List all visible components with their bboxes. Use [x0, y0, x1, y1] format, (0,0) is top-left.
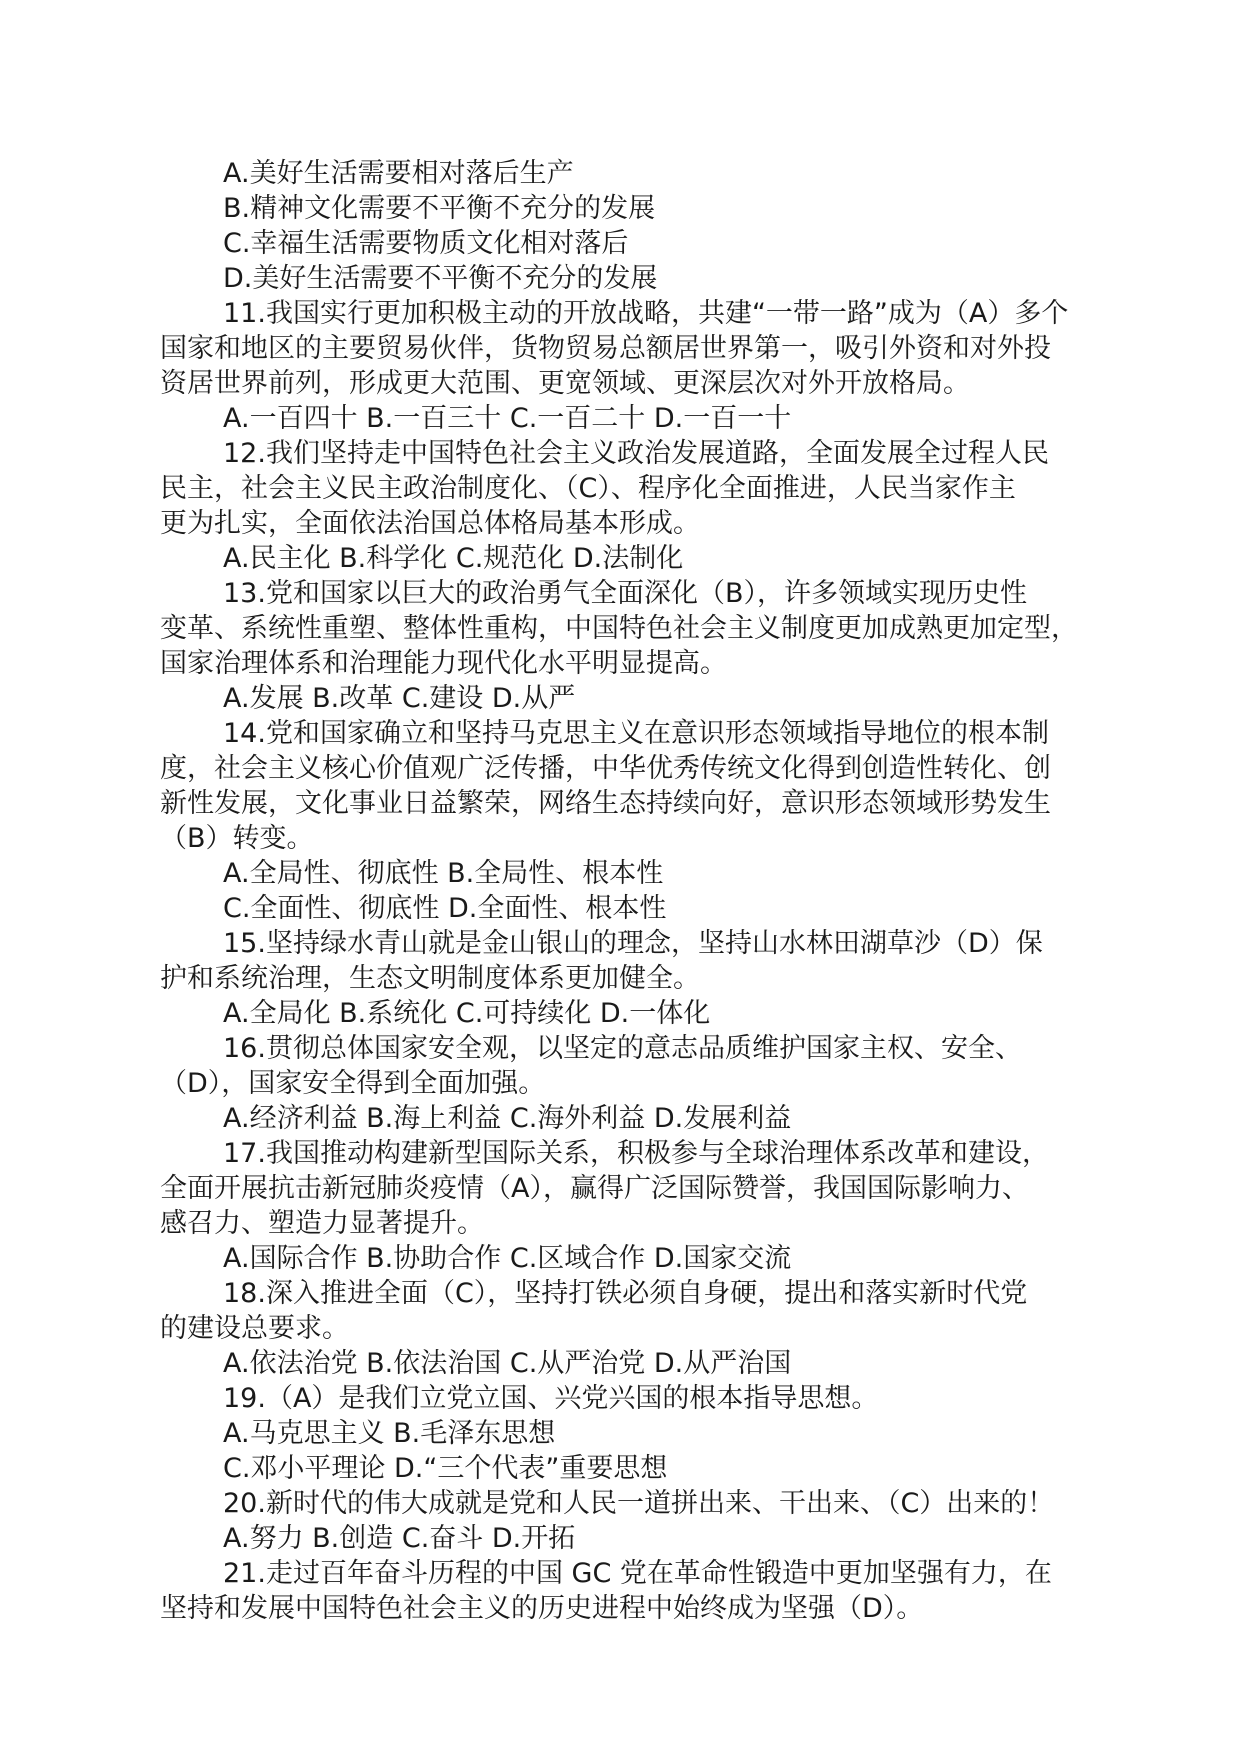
text-line: A.民主化 B.科学化 C.规范化 D.法制化 [223, 543, 684, 574]
text-line: （D），国家安全得到全面加强。 [160, 1068, 546, 1099]
text-line: 17.我国推动构建新型国际关系，积极参与全球治理体系改革和建设， [223, 1138, 1049, 1169]
text-line: 12.我们坚持走中国特色社会主义政治发展道路，全面发展全过程人民 [223, 438, 1049, 469]
text-line: 11.我国实行更加积极主动的开放战略，共建“一带一路”成为（A）多个 [223, 298, 1069, 329]
text-line: 国家和地区的主要贸易伙伴，货物贸易总额居世界第一，吸引外资和对外投 [160, 333, 1051, 364]
text-line: （B）转变。 [160, 823, 314, 854]
text-line: 19.（A）是我们立党立国、兴党兴国的根本指导思想。 [223, 1383, 879, 1414]
text-line: B.精神文化需要不平衡不充分的发展 [223, 193, 656, 224]
text-line: C.邓小平理论 D.“三个代表”重要思想 [223, 1453, 668, 1484]
text-line: 15.坚持绿水青山就是金山银山的理念，坚持山水林田湖草沙（D）保 [223, 928, 1043, 959]
text-line: 资居世界前列，形成更大范围、更宽领域、更深层次对外开放格局。 [160, 368, 970, 399]
text-line: A.一百四十 B.一百三十 C.一百二十 D.一百一十 [223, 403, 792, 434]
text-line: 全面开展抗击新冠肺炎疫情（A），赢得广泛国际赞誉，我国国际影响力、 [160, 1173, 1029, 1204]
text-line: 更为扎实，全面依法治国总体格局基本形成。 [160, 508, 700, 539]
text-line: C.幸福生活需要物质文化相对落后 [223, 228, 629, 259]
text-line: A.全局化 B.系统化 C.可持续化 D.一体化 [223, 998, 711, 1029]
text-line: D.美好生活需要不平衡不充分的发展 [223, 263, 658, 294]
text-line: 18.深入推进全面（C），坚持打铁必须自身硬，提出和落实新时代党 [223, 1278, 1028, 1309]
text-line: A.努力 B.创造 C.奋斗 D.开拓 [223, 1523, 576, 1554]
text-line: 14.党和国家确立和坚持马克思主义在意识形态领域指导地位的根本制 [223, 718, 1049, 749]
text-line: A.美好生活需要相对落后生产 [223, 158, 574, 189]
text-line: A.经济利益 B.海上利益 C.海外利益 D.发展利益 [223, 1103, 792, 1134]
text-line: 度，社会主义核心价值观广泛传播，中华优秀传统文化得到创造性转化、创 [160, 753, 1051, 784]
text-line: 国家治理体系和治理能力现代化水平明显提高。 [160, 648, 727, 679]
text-line: 坚持和发展中国特色社会主义的历史进程中始终成为坚强（D）。 [160, 1593, 924, 1624]
text-line: 的建设总要求。 [160, 1313, 349, 1344]
text-line: 16.贯彻总体国家安全观，以坚定的意志品质维护国家主权、安全、 [223, 1033, 1022, 1064]
text-line: 变革、系统性重塑、整体性重构，中国特色社会主义制度更加成熟更加定型， [160, 613, 1078, 644]
text-line: A.发展 B.改革 C.建设 D.从严 [223, 683, 576, 714]
text-line: 新性发展，文化事业日益繁荣，网络生态持续向好，意识形态领域形势发生 [160, 788, 1051, 819]
text-line: 民主，社会主义民主政治制度化、（C）、程序化全面推进，人民当家作主 [160, 473, 1016, 504]
text-line: A.全局性、彻底性 B.全局性、根本性 [223, 858, 664, 889]
document-page [160, 156, 1120, 1626]
text-line: 13.党和国家以巨大的政治勇气全面深化（B），许多领域实现历史性 [223, 578, 1027, 609]
text-line: A.国际合作 B.协助合作 C.区域合作 D.国家交流 [223, 1243, 792, 1274]
text-line: A.依法治党 B.依法治国 C.从严治党 D.从严治国 [223, 1348, 792, 1379]
text-line: 21.走过百年奋斗历程的中国 GC 党在革命性锻造中更加坚强有力，在 [223, 1558, 1052, 1589]
text-line: C.全面性、彻底性 D.全面性、根本性 [223, 893, 667, 924]
text-line: 护和系统治理，生态文明制度体系更加健全。 [160, 963, 700, 994]
text-line: 感召力、塑造力显著提升。 [160, 1208, 484, 1239]
text-line: 20.新时代的伟大成就是党和人民一道拼出来、干出来、（C）出来的！ [223, 1488, 1055, 1519]
text-line: A.马克思主义 B.毛泽东思想 [223, 1418, 556, 1449]
